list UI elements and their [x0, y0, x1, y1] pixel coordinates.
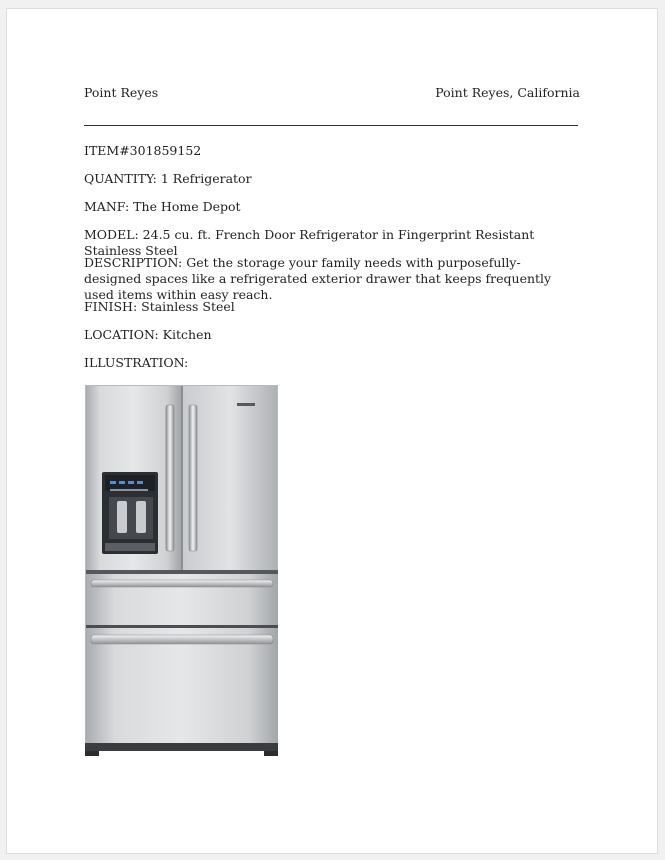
finish-line: FINISH: Stainless Steel	[84, 299, 235, 314]
location-line: LOCATION: Kitchen	[84, 327, 212, 342]
fridge-base	[85, 743, 278, 751]
header-location: Point Reyes, California	[435, 85, 580, 100]
header-divider	[84, 125, 578, 126]
illustration-label: ILLUSTRATION:	[84, 355, 189, 370]
water-dispenser	[102, 472, 158, 554]
header-company: Point Reyes	[84, 85, 159, 100]
lower-drawer-handle	[91, 635, 273, 644]
lower-drawer	[86, 628, 278, 743]
quantity-line: QUANTITY: 1 Refrigerator	[84, 171, 252, 186]
model-line: MODEL: 24.5 cu. ft. French Door Refrigerator in Fingerprint Resistant Stainless Steel	[84, 227, 535, 258]
item-number: ITEM#301859152	[84, 143, 202, 158]
refrigerator-illustration	[85, 385, 281, 761]
upper-drawer-handle	[91, 580, 273, 587]
right-door-handle	[189, 405, 197, 551]
left-door-handle	[166, 405, 174, 551]
manufacturer-line: MANF: The Home Depot	[84, 199, 241, 214]
brand-badge	[237, 403, 255, 406]
description-line: DESCRIPTION: Get the storage your family needs with purposefully-designed spaces like a refrigerated exterior drawer that keeps frequently used items within easy reach.	[84, 255, 552, 302]
document-page	[6, 8, 658, 854]
